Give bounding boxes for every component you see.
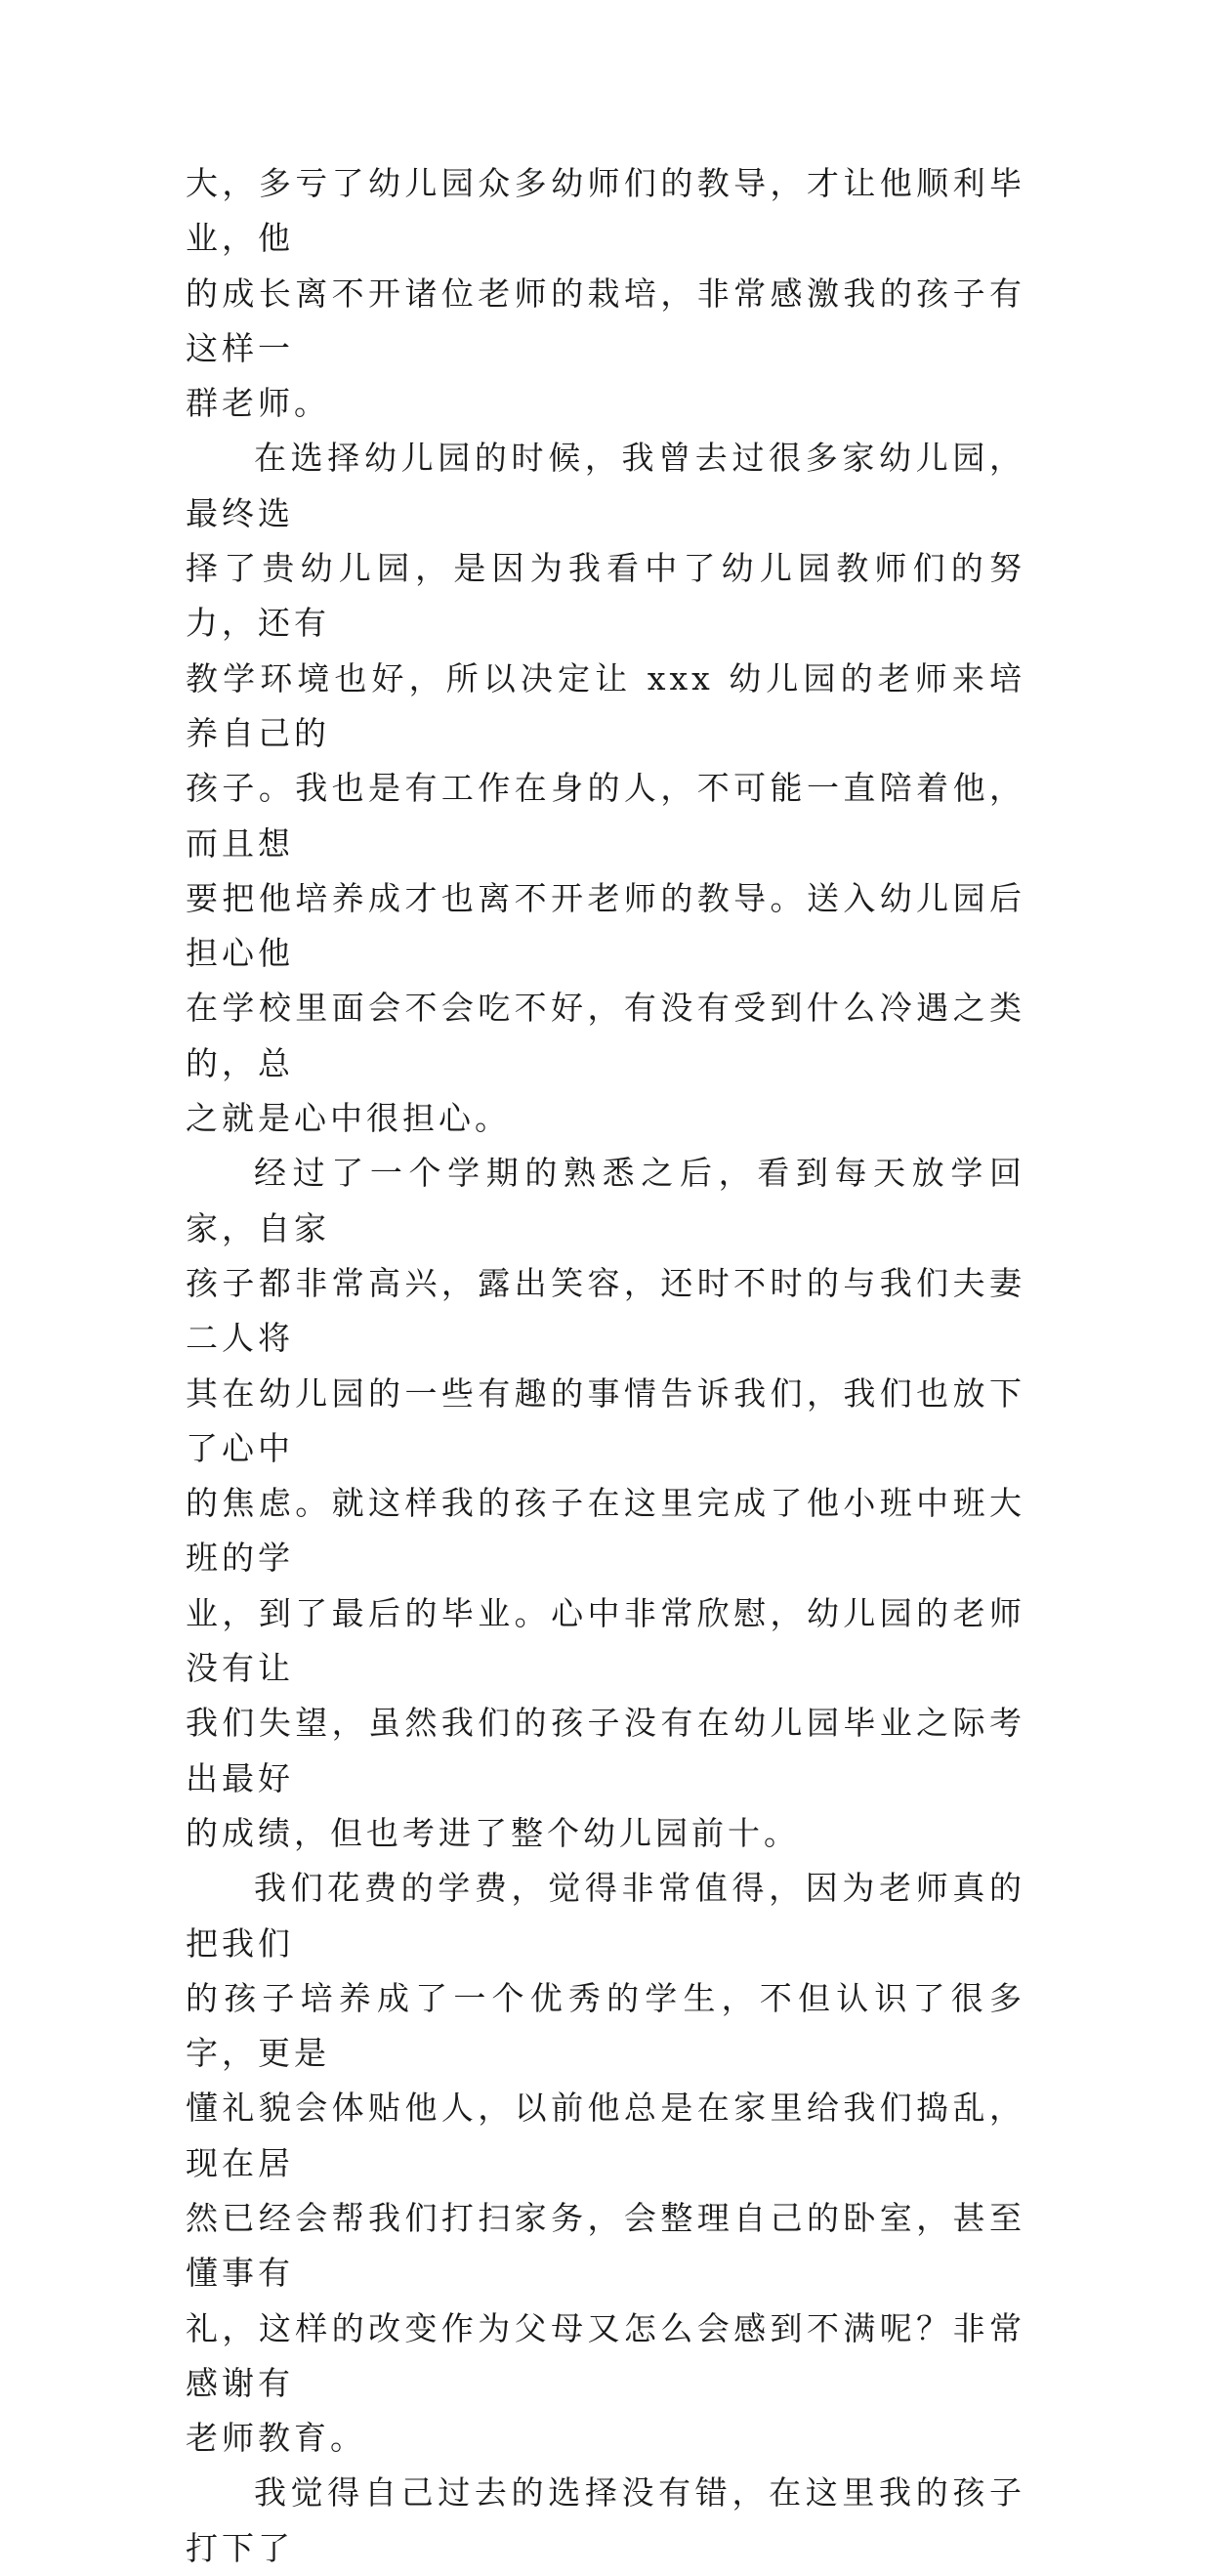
text-line: 在选择幼儿园的时候，我曾去过很多家幼儿园，最终选 <box>186 439 1025 532</box>
text-line: 我们失望，虽然我们的孩子没有在幼儿园毕业之际考出最好 <box>186 1704 1025 1797</box>
text-line: 的焦虑。就这样我的孩子在这里完成了他小班中班大班的学 <box>186 1484 1025 1578</box>
paragraph-2 <box>186 431 1025 1146</box>
body-text <box>186 156 1025 2576</box>
paragraph-5 <box>186 2466 1025 2576</box>
paragraph-1 <box>186 156 1025 431</box>
text-line: 孩子。我也是有工作在身的人，不可能一直陪着他，而且想 <box>186 769 1025 863</box>
text-line: 教学环境也好，所以决定让 xxx 幼儿园的老师来培养自己的 <box>186 658 1025 752</box>
text-line: 在学校里面会不会吃不好，有没有受到什么冷遇之类的，总 <box>186 989 1025 1082</box>
text-line: 经过了一个学期的熟悉之后，看到每天放学回家，自家 <box>186 1154 1025 1247</box>
text-line: 的成绩，但也考进了整个幼儿园前十。 <box>186 1813 800 1852</box>
text-line: 老师教育。 <box>186 2419 366 2458</box>
text-line: 礼，这样的改变作为父母又怎么会感到不满呢？非常感谢有 <box>186 2308 1025 2402</box>
text-line: 其在幼儿园的一些有趣的事情告诉我们，我们也放下了心中 <box>186 1373 1025 1467</box>
text-line: 业，到了最后的毕业。心中非常欣慰，幼儿园的老师没有让 <box>186 1593 1025 1688</box>
text-line: 懂礼貌会体贴他人，以前他总是在家里给我们捣乱，现在居 <box>186 2089 1025 2182</box>
text-line: 我觉得自己过去的选择没有错，在这里我的孩子打下了 <box>186 2473 1025 2567</box>
text-line: 之就是心中很担心。 <box>186 1099 511 1138</box>
paragraph-3 <box>186 1146 1025 1861</box>
text-line: 择了贵幼儿园，是因为我看中了幼儿园教师们的努力，还有 <box>186 549 1025 643</box>
text-line: 孩子都非常高兴，露出笑容，还时不时的与我们夫妻二人将 <box>186 1263 1025 1358</box>
text-line: 要把他培养成才也离不开老师的教导。送入幼儿园后担心他 <box>186 878 1025 973</box>
text-line: 群老师。 <box>186 384 330 423</box>
text-line: 我们花费的学费，觉得非常值得，因为老师真的把我们 <box>186 1869 1025 1963</box>
text-line: 大，多亏了幼儿园众多幼师们的教导，才让他顺利毕业，他 <box>186 164 1025 258</box>
text-line: 然已经会帮我们打扫家务，会整理自己的卧室，甚至懂事有 <box>186 2198 1025 2293</box>
text-line: 的孩子培养成了一个优秀的学生，不但认识了很多字，更是 <box>186 1978 1025 2073</box>
paragraph-4 <box>186 1861 1025 2466</box>
text-line: 的成长离不开诸位老师的栽培，非常感激我的孩子有这样一 <box>186 274 1025 367</box>
